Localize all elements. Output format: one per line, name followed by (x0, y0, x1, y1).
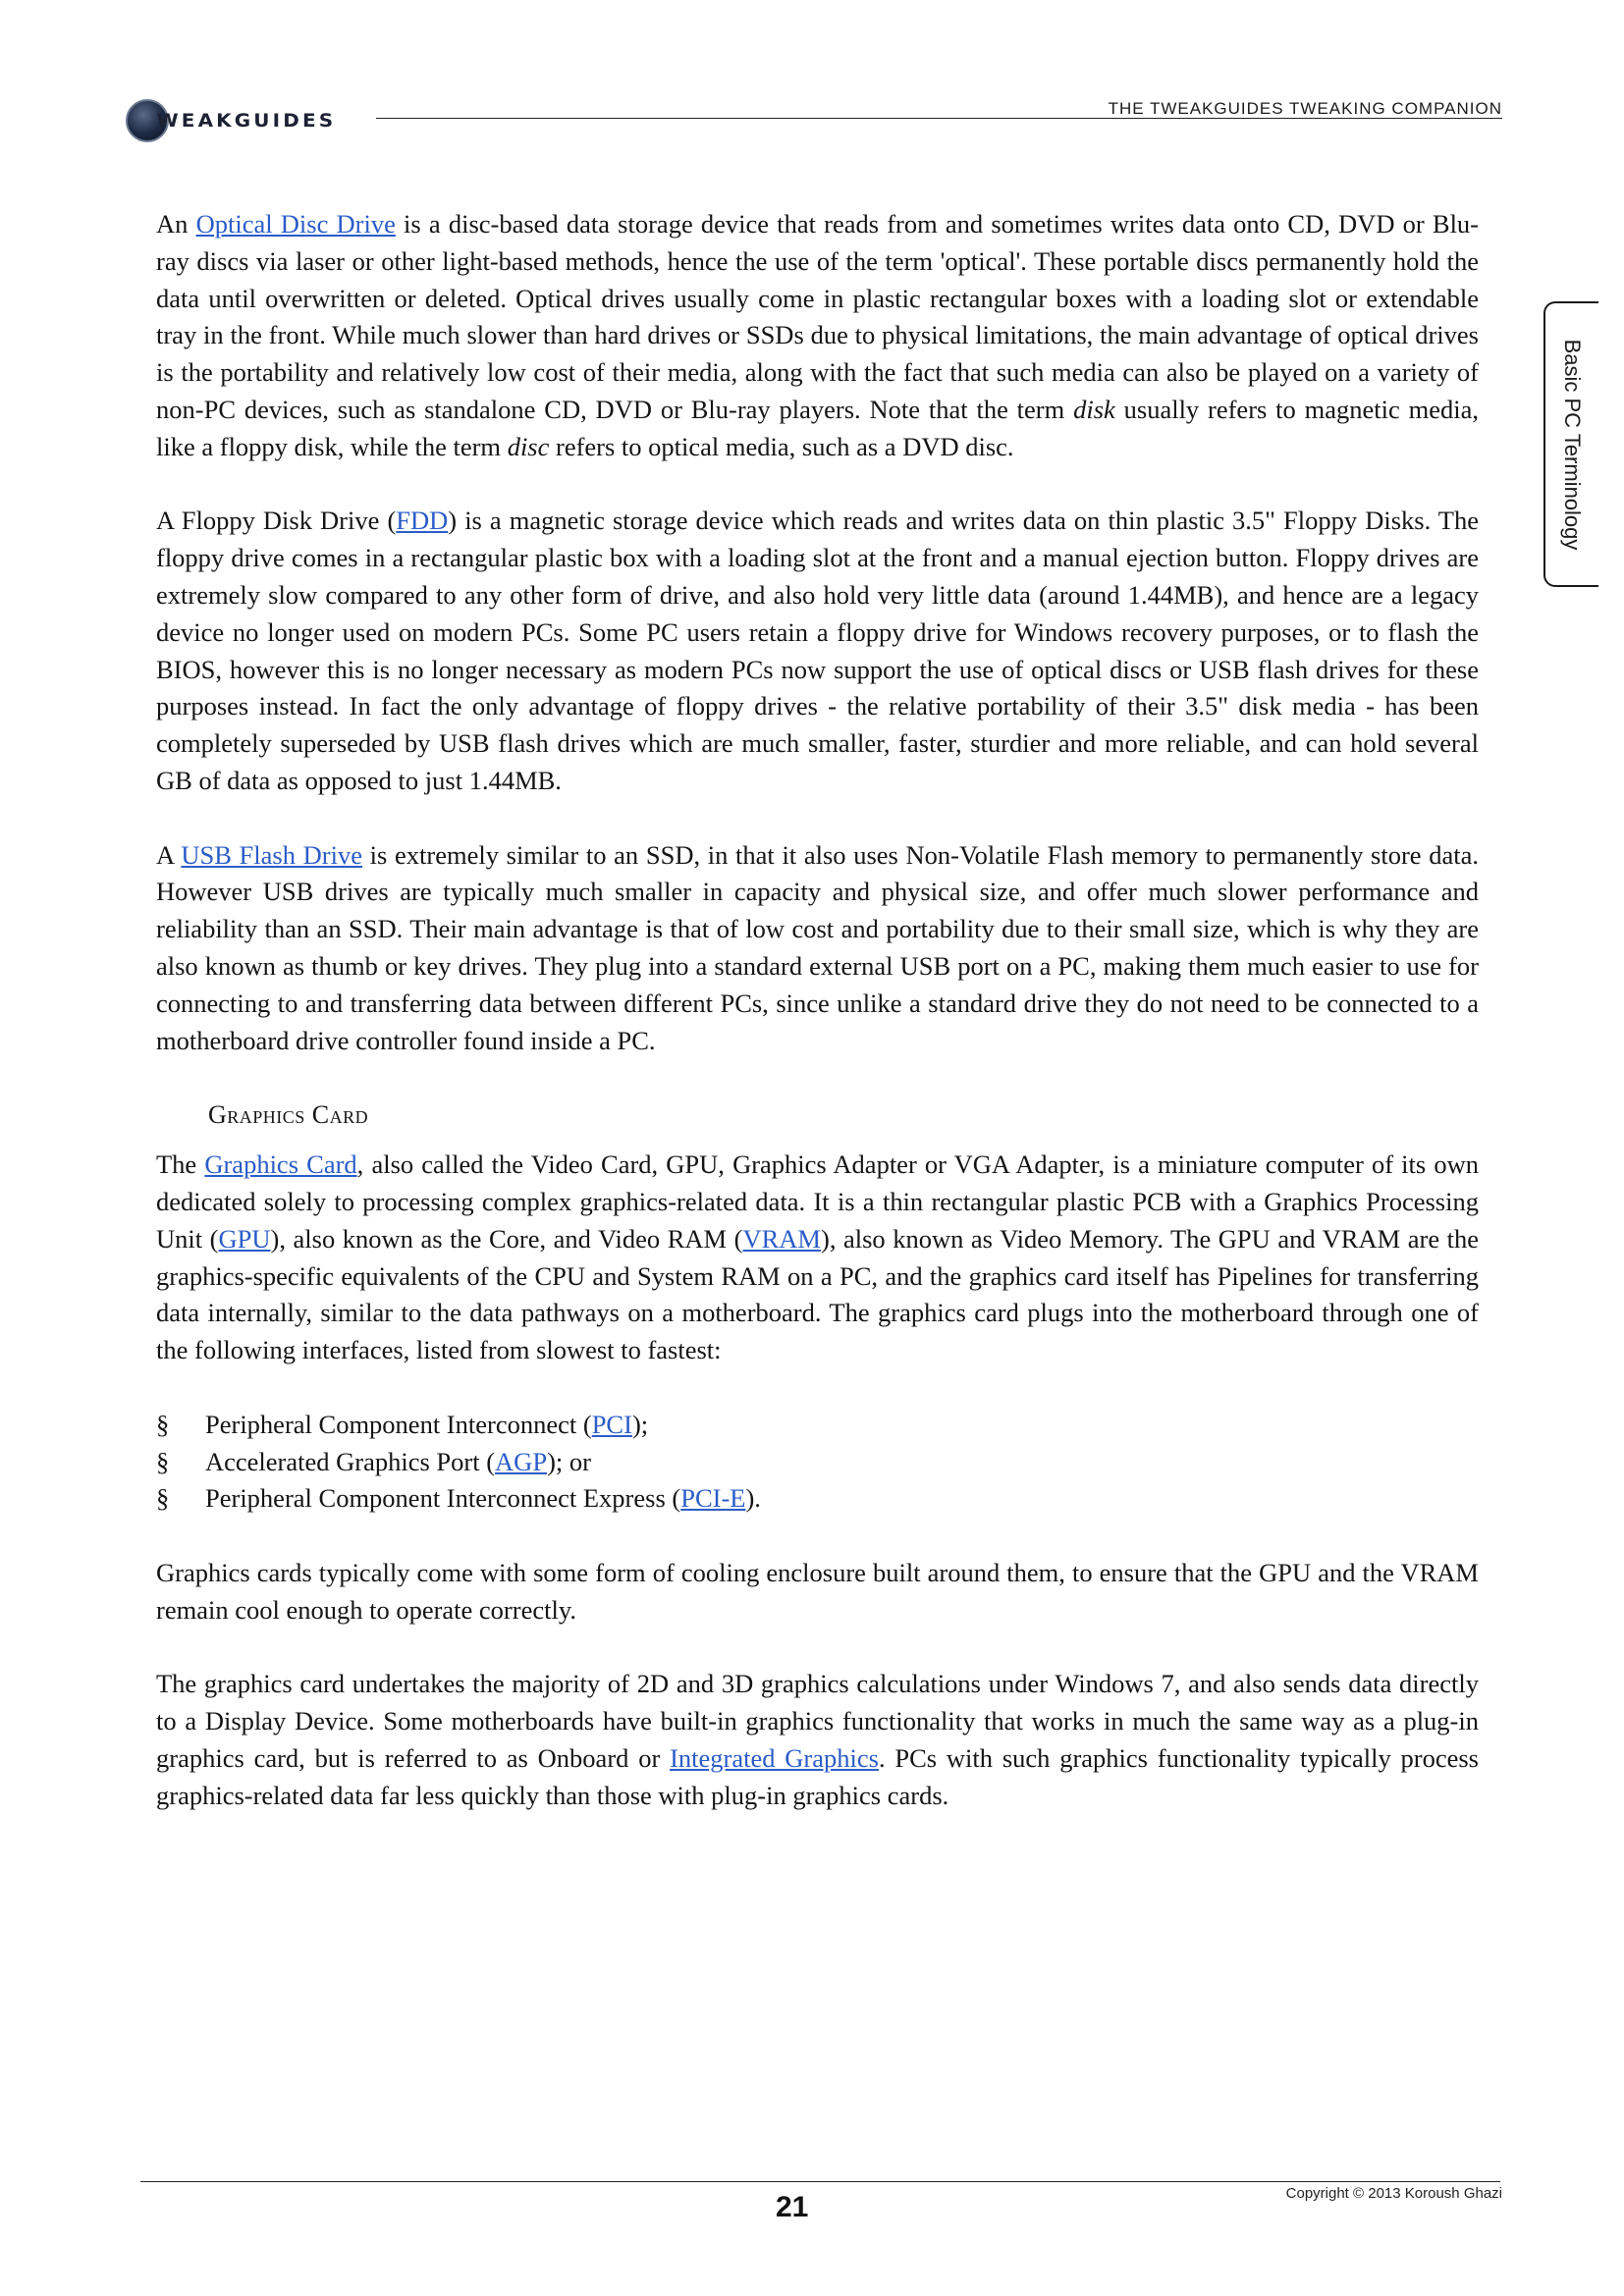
text-run: ) is a magnetic storage device which reads and writes data on thin plastic 3.5" Floppy Disks. The floppy drive comes in a rectangular plastic box with a loading slot at the front and a manual ejection button. Floppy drives are extremely slow compared to any other form of drive, and also hold very little data (around 1.44MB), and hence are a legacy device no longer used on modern PCs. Some PC users retain a floppy drive for Windows recovery purposes, or to flash the BIOS, however this is no longer necessary as modern PCs now support the use of optical discs or USB flash drives for these purposes instead. In fact the only advantage of floppy drives - the relative portability of their 3.5" disk media - has been completely superseded by USB flash drives which are much smaller, faster, sturdier and more reliable, and can hold several GB of data as opposed to just 1.44MB. (156, 506, 1480, 795)
paragraph-optical-disc-drive (156, 206, 1479, 466)
text-run: usually refers to magnetic media, like a floppy disk, while the term (156, 394, 1479, 461)
emphasis-disk: disk (1073, 394, 1115, 424)
text-run: ); (631, 1409, 649, 1439)
link-graphics-card[interactable]: Graphics Card (204, 1149, 357, 1180)
link-vram[interactable]: VRAM (742, 1223, 821, 1254)
page-number: 21 (776, 2191, 809, 2223)
emphasis-disc: disc (507, 431, 550, 461)
text-run: . PCs with such graphics functionality typically process graphics-related data far less quickly than those with plug-in graphics cards. (156, 1742, 1479, 1810)
paragraph-graphics-undertakes (156, 1666, 1479, 1814)
main-content (156, 206, 1479, 1851)
header-title: THE TWEAKGUIDES TWEAKING COMPANION (1108, 99, 1502, 118)
list-item-agp (156, 1444, 1479, 1481)
link-pci-e[interactable]: PCI-E (680, 1483, 746, 1514)
text-run: is extremely similar to an SSD, in that it also uses Non-Volatile Flash memory to permanently store data. However USB drives are typically much smaller in capacity and physical size, and offer much slower performance and reliability than an SSD. Their main advantage is that of low cost and portability due to their small size, which is why they are also known as thumb or key drives. They plug into a standard external USB port on a PC, making them much easier to use for connecting to and transferring data between different PCs, since unlike a standard drive they do not need to be connected to a motherboard drive controller found inside a PC. (156, 839, 1479, 1055)
bullet-section-sign: § (156, 1446, 170, 1476)
section-side-tab (1543, 301, 1598, 587)
link-fdd[interactable]: FDD (396, 506, 449, 536)
copyright-notice: Copyright © 2013 Koroush Ghazi (1285, 2185, 1502, 2202)
text-run: ), also known as Video Memory. The GPU and VRAM are the graphics-specific equivalents of the CPU and System RAM on a PC, and the graphics card itself has Pipelines for transferring data internally, similar to the data pathways on a motherboard. The graphics card plugs into the motherboard through one of the following interfaces, listed from slowest to fastest: (156, 1223, 1480, 1365)
text-run: Accelerated Graphics Port ( (205, 1446, 496, 1476)
text-run: Peripheral Component Interconnect ( (205, 1409, 592, 1439)
link-pci[interactable]: PCI (591, 1409, 632, 1439)
text-run: An (156, 209, 196, 239)
paragraph-floppy-disk-drive (156, 503, 1479, 799)
paragraph-cooling: Graphics cards typically come with some form of cooling enclosure built around them, to ensure that the GPU and the VRAM remain cool enough to operate correctly. (156, 1557, 1479, 1625)
list-item-pci (156, 1407, 1479, 1444)
paragraph-graphics-card (156, 1147, 1479, 1369)
interface-list (156, 1407, 1479, 1518)
paragraph-usb-flash-drive (156, 837, 1479, 1060)
bullet-section-sign: § (156, 1409, 170, 1439)
link-agp[interactable]: AGP (495, 1446, 548, 1476)
text-run: is a disc-based data storage device that reads from and sometimes writes data onto CD, DVD or Blu-ray discs via laser or other light-based methods, hence the use of the term 'optical'. These portable discs permanently hold the data until overwritten or deleted. Optical drives usually come in plastic rectangular boxes with a loading slot or extendable tray in the front. While much slower than hard drives or SSDs due to physical limitations, the main advantage of optical drives is the portability and relatively low cost of their media, along with the fact that such media can also be played on a variety of non-PC devices, such as standalone CD, DVD or Blu-ray players. Note that the term (156, 209, 1480, 424)
text-run: The (156, 1149, 205, 1180)
list-item-pci-e (156, 1480, 1479, 1518)
section-heading-graphics-card: Graphics Card (208, 1100, 369, 1130)
link-usb-flash-drive[interactable]: USB Flash Drive (181, 839, 362, 870)
text-run: , also called the Video Card, GPU, Graphics Adapter or VGA Adapter, is a miniature computer of its own dedicated solely to processing complex graphics-related data. It is a thin rectangular plastic PCB with a Graphics Processing Unit ( (156, 1149, 1479, 1254)
side-tab-label: Basic PC Terminology (1560, 339, 1585, 550)
text-run: refers to optical media, such as a DVD disc. (549, 431, 1014, 461)
footer-divider (140, 2181, 1500, 2182)
link-integrated-graphics[interactable]: Integrated Graphics (670, 1742, 879, 1773)
text-run: A (156, 839, 182, 870)
text-run: Peripheral Component Interconnect Express ( (205, 1483, 681, 1514)
link-gpu[interactable]: GPU (218, 1223, 271, 1254)
text-run: A Floppy Disk Drive ( (156, 506, 397, 536)
bullet-section-sign: § (156, 1483, 170, 1514)
text-run: ); or (547, 1446, 591, 1476)
text-run: ), also known as the Core, and Video RAM ( (270, 1223, 743, 1254)
logo-text: WEAKGUIDES (156, 110, 337, 132)
link-optical-disc-drive[interactable]: Optical Disc Drive (195, 209, 396, 239)
text-run: The graphics card undertakes the majority of 2D and 3D graphics calculations under Windows 7, and also sends data directly to a Display Device. Some motherboards have built-in graphics functionality that works in much the same way as a plug-in graphics card, but is referred to as Onboard or (156, 1669, 1479, 1773)
tweakguides-logo[interactable] (126, 95, 371, 146)
text-run: ). (745, 1483, 761, 1514)
